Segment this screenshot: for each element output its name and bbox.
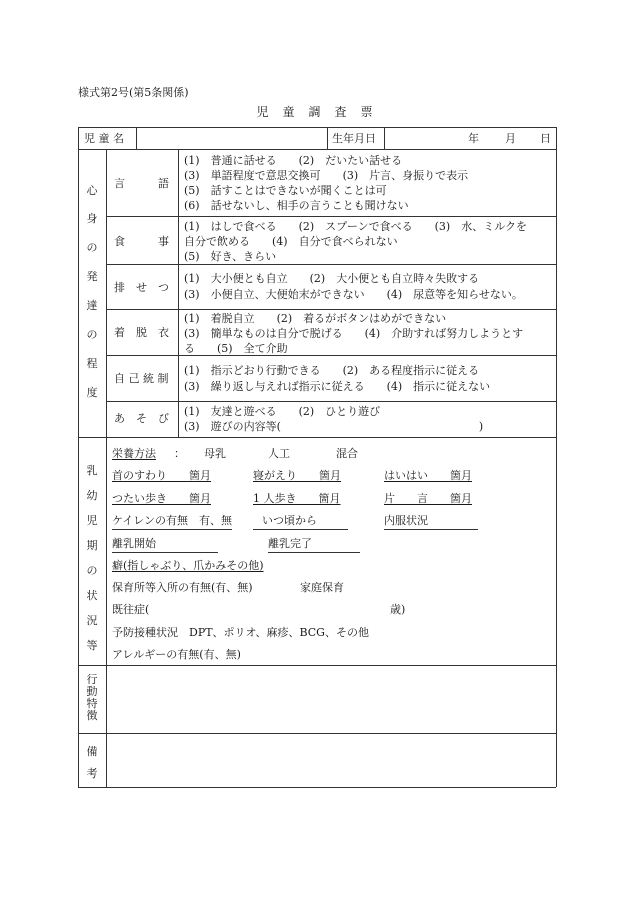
home-care-field[interactable]: 家庭保育	[300, 581, 344, 594]
feeding-option-mixed[interactable]: 混合	[336, 447, 358, 460]
behavior-notes-field[interactable]	[107, 666, 555, 732]
month-label: 月	[505, 132, 516, 145]
head-control-field[interactable]: 首のすわり 箇月	[112, 469, 211, 482]
weaning-end-field[interactable]: 離乳完了	[268, 537, 312, 550]
medical-history-field[interactable]: 既往症(	[112, 603, 150, 616]
first-words-field[interactable]: 片 言 箇月	[384, 492, 472, 505]
dressing-label: 着 脱 衣	[114, 326, 169, 339]
rolling-over-field[interactable]: 寝がえり 箇月	[253, 469, 341, 482]
cruising-field[interactable]: つたい歩き 箇月	[112, 492, 211, 505]
seizure-field[interactable]: ケイレンの有無 有、無	[112, 514, 232, 527]
language-option: (3) 単語程度で意思交換可 (3) 片言、身振りで表示	[184, 169, 469, 182]
toilet-option: (3) 小便自立、大便始末ができない (4) 尿意等を知らせない。	[184, 288, 523, 301]
walking-alone-field[interactable]: 1 人歩き 箇月	[253, 492, 341, 505]
play-option: (3) 遊びの内容等( )	[184, 420, 484, 433]
language-option: (6) 話せないし、相手の言うことも聞けない	[184, 199, 409, 212]
page: 様式第2号(第5条関係) 児 童 調 査 票 児 童 名 生年月日 年 月 日 心 身 の 発 達 の 程 度 言 語 (1) 普通に話せる (2) だいたい話せる (3) 単語程度で意思交換可 (3) 片言、身振りで表示 (5) 話すことはできないが聞くことは可 (6) 話せないし、相手の言うことも聞けない 食 事 (1) はしで食べる (2) スプーンで食べる (3) 水、ミルクを 自分で飲める (4) 自分で食べられない (5) 好き、きらい 排 せ つ (1) 大小便とも自立 (2) 大小便とも自立時々失敗する (3) 小便自立、大便始末ができない (4) 尿意等を知らせない。 着 脱 衣 (1) 着脱自立 (2) 着るがボタンはめができない (3) 簡単なものは自分で脱げる (4) 介助すれば努力しようとす る (5) 全て介助 自 己 統 制 (1) 指示どおり行動できる (2) ある程度指示に従える (3) 繰り返し与えれば指示に従える (4) 指示に従えない あ そ び (1) 友達と遊べる (2) ひとり遊び (3) 遊びの内容等( ) 乳 幼 児 期 の 状 況 等 栄養方法 ： 母乳 人工 混合 首のすわり 箇月 寝がえり 箇月 はいはい 箇月 つたい歩き 箇月 1 人歩き 箇月 片 言 箇月 ケイレンの有無 有、無 いつ頃から 内服状況 離乳開始 離乳完了 癖(指しゃぶり、爪かみその他) 保育所等入所の有無(有、無) 家庭保育 既往症( 歳) 予防接種状況 DPT、ポリオ、麻疹、BCG、その他 アレルギーの有無(有、無) 行 動 特 徴 備 考	[0, 0, 630, 915]
eating-option: (5) 好き、きらい	[184, 250, 277, 263]
medical-history-age: 歳)	[390, 603, 406, 616]
dressing-option: (1) 着脱自立 (2) 着るがボタンはめができない	[184, 312, 447, 325]
year-label: 年	[468, 132, 479, 145]
crawling-field[interactable]: はいはい 箇月	[384, 469, 472, 482]
allergy-field[interactable]: アレルギーの有無(有、無)	[112, 648, 241, 661]
remarks-field[interactable]	[107, 734, 555, 786]
play-option: (1) 友達と遊べる (2) ひとり遊び	[184, 405, 381, 418]
habits-field[interactable]: 癖(指しゃぶり、爪かみその他)	[112, 559, 264, 572]
feeding-option-formula[interactable]: 人工	[268, 447, 290, 460]
feeding-colon: ：	[174, 447, 185, 460]
dressing-option: (3) 簡単なものは自分で脱げる (4) 介助すれば努力しようとす	[184, 327, 524, 340]
feeding-option-breast[interactable]: 母乳	[204, 447, 226, 460]
form-number-label: 様式第2号(第5条関係)	[78, 86, 189, 99]
eating-option: 自分で飲める (4) 自分で食べられない	[184, 235, 398, 248]
dressing-option: る (5) 全て介助	[184, 342, 288, 355]
eating-label: 食 事	[114, 235, 169, 248]
toilet-label: 排 せ つ	[114, 281, 169, 294]
child-name-field[interactable]	[137, 128, 326, 148]
feeding-method-label: 栄養方法	[112, 447, 156, 460]
seizure-since-field[interactable]: いつ頃から	[262, 514, 317, 527]
self-control-option: (1) 指示どおり行動できる (2) ある程度指示に従える	[184, 364, 480, 377]
weaning-start-field[interactable]: 離乳開始	[112, 537, 156, 550]
page-title: 児 童 調 査 票	[256, 105, 374, 119]
toilet-option: (1) 大小便とも自立 (2) 大小便とも自立時々失敗する	[184, 272, 480, 285]
language-option: (5) 話すことはできないが聞くことは可	[184, 184, 387, 197]
day-label: 日	[540, 132, 551, 145]
nursery-attendance-field[interactable]: 保育所等入所の有無(有、無)	[112, 581, 253, 594]
language-option: (1) 普通に話せる (2) だいたい話せる	[184, 154, 403, 167]
eating-option: (1) はしで食べる (2) スプーンで食べる (3) 水、ミルクを	[184, 220, 527, 233]
medication-field[interactable]: 内服状況	[384, 514, 428, 527]
self-control-label: 自 己 統 制	[114, 372, 169, 385]
language-label: 言 語	[114, 177, 169, 190]
play-label: あ そ び	[114, 412, 169, 425]
child-name-label: 児 童 名	[84, 132, 124, 145]
self-control-option: (3) 繰り返し与えれば指示に従える (4) 指示に従えない	[184, 380, 491, 393]
birth-date-label: 生年月日	[332, 132, 376, 145]
vaccination-field[interactable]: 予防接種状況 DPT、ポリオ、麻疹、BCG、その他	[112, 626, 369, 639]
